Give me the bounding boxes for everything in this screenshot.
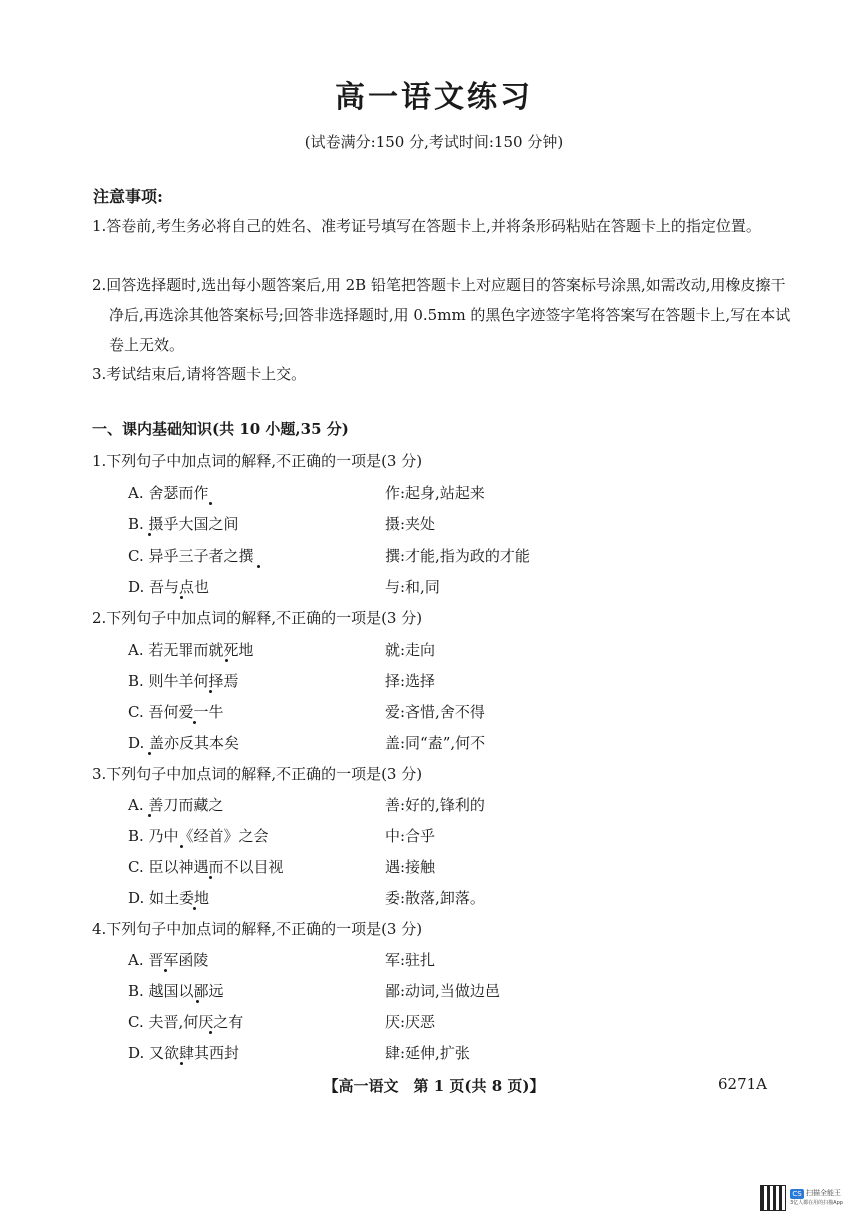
- cs-logo-icon: CS: [790, 1189, 804, 1199]
- q4-option-d: D. 又欲肆其西封: [128, 1044, 240, 1062]
- q4-option-a-meaning: 军:驻扎: [385, 951, 436, 969]
- q1-option-b-meaning: 摄:夹处: [385, 515, 436, 533]
- q1-option-a-meaning: 作:起身,站起来: [385, 484, 485, 502]
- emphasis-dot: [148, 814, 151, 817]
- question-4-stem: 4.下列句子中加点词的解释,不正确的一项是(3 分): [92, 920, 423, 938]
- section-title: 一、课内基础知识(共 10 小题,35 分): [92, 420, 349, 438]
- emphasis-dot: [180, 596, 183, 599]
- q3-option-b-meaning: 中:合乎: [385, 827, 436, 845]
- q4-option-c: C. 夫晋,何厌之有: [128, 1013, 244, 1031]
- qr-code-icon: [760, 1185, 786, 1211]
- q2-option-a-meaning: 就:走向: [385, 641, 436, 659]
- q2-option-c-meaning: 爱:吝惜,舍不得: [385, 703, 485, 721]
- q3-option-d-meaning: 委:散落,卸落。: [385, 889, 485, 907]
- q1-option-a: A. 舍瑟而作: [128, 484, 209, 502]
- q1-option-b: B. 摄乎大国之间: [128, 515, 239, 533]
- watermark-subtext: 3亿人都在用的扫描App: [790, 1199, 843, 1206]
- q3-option-d: D. 如土委地: [128, 889, 210, 907]
- notice-item-1: 1.答卷前,考生务必将自己的姓名、准考证号填写在答题卡上,并将条形码粘贴在答题卡上的指定位置。: [92, 217, 761, 235]
- page-title: 高一语文练习: [335, 80, 533, 115]
- emphasis-dot: [257, 565, 260, 568]
- q4-option-b: B. 越国以鄙远: [128, 982, 224, 1000]
- emphasis-dot: [148, 752, 151, 755]
- q4-option-d-meaning: 肆:延伸,扩张: [385, 1044, 470, 1062]
- q2-option-d: D. 盖亦反其本矣: [128, 734, 240, 752]
- notice-heading: 注意事项:: [93, 187, 163, 206]
- exam-info: (试卷满分:150 分,考试时间:150 分钟): [304, 133, 564, 151]
- emphasis-dot: [209, 690, 212, 693]
- emphasis-dot: [193, 907, 196, 910]
- q4-option-b-meaning: 鄙:动词,当做边邑: [385, 982, 500, 1000]
- scanner-watermark: [760, 1183, 844, 1213]
- q2-option-a: A. 若无罪而就死地: [128, 641, 254, 659]
- emphasis-dot: [180, 1062, 183, 1065]
- q3-option-b: B. 乃中《经首》之会: [128, 827, 269, 845]
- q4-option-a: A. 晋军函陵: [128, 951, 209, 969]
- emphasis-dot: [193, 721, 196, 724]
- q2-option-c: C. 吾何爱一牛: [128, 703, 224, 721]
- exam-code: 6271A: [718, 1075, 768, 1093]
- q3-option-c: C. 臣以神遇而不以目视: [128, 858, 284, 876]
- notice-item-2: 2.回答选择题时,选出每小题答案后,用 2B 铅笔把答题卡上对应题目的答案标号涂黑,如需改动,用橡皮擦干净后,再选涂其他答案标号;回答非选择题时,用 0.5mm 的黑色字迹签字笔将答案写在答题卡上,写在本试卷上无效。: [92, 276, 791, 354]
- question-2-stem: 2.下列句子中加点词的解释,不正确的一项是(3 分): [92, 609, 423, 627]
- page-footer: 【高一语文 第 1 页(共 8 页)】: [323, 1077, 545, 1095]
- notice-item-3: 3.考试结束后,请将答题卡上交。: [92, 365, 307, 383]
- q1-option-d-meaning: 与:和,同: [385, 578, 440, 596]
- question-1-stem: 1.下列句子中加点词的解释,不正确的一项是(3 分): [92, 452, 423, 470]
- q1-option-c-meaning: 撰:才能,指为政的才能: [385, 547, 530, 565]
- q4-option-c-meaning: 厌:厌恶: [385, 1013, 436, 1031]
- emphasis-dot: [209, 876, 212, 879]
- q1-option-c: C. 异乎三子者之撰: [128, 547, 254, 565]
- q2-option-b-meaning: 择:选择: [385, 672, 436, 690]
- emphasis-dot: [180, 845, 183, 848]
- emphasis-dot: [225, 659, 228, 662]
- emphasis-dot: [196, 1000, 199, 1003]
- emphasis-dot: [209, 502, 212, 505]
- q2-option-d-meaning: 盖:同“盍”,何不: [385, 734, 486, 752]
- question-3-stem: 3.下列句子中加点词的解释,不正确的一项是(3 分): [92, 765, 423, 783]
- emphasis-dot: [164, 969, 167, 972]
- watermark-text: 扫描全能王: [806, 1189, 841, 1197]
- emphasis-dot: [148, 533, 151, 536]
- emphasis-dot: [209, 1031, 212, 1034]
- q3-option-a: A. 善刀而藏之: [128, 796, 224, 814]
- q2-option-b: B. 则牛羊何择焉: [128, 672, 239, 690]
- q3-option-a-meaning: 善:好的,锋利的: [385, 796, 485, 814]
- q1-option-d: D. 吾与点也: [128, 578, 210, 596]
- q3-option-c-meaning: 遇:接触: [385, 858, 436, 876]
